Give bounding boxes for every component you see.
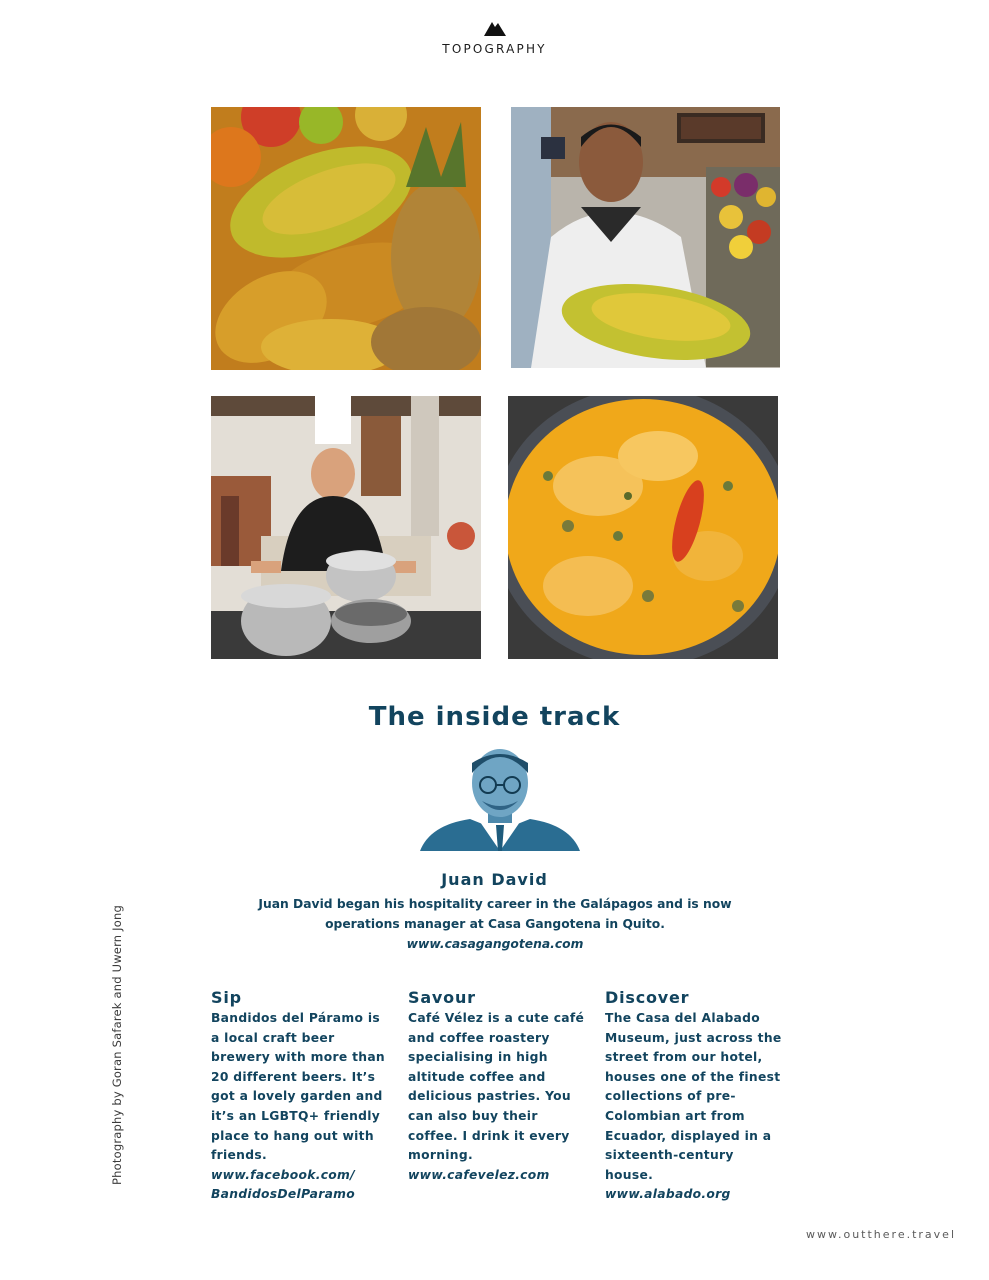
sip-text: Bandidos del Páramo is a local craft beer brewery with more than 20 different beers. It’s got a lovely garden and it’s an LGBTQ+ friendly place to hang out with friends. xyxy=(211,1011,385,1163)
savour-body xyxy=(408,1009,586,1185)
savour-heading: Savour xyxy=(408,988,476,1007)
discover-link[interactable]: www.alabado.org xyxy=(605,1187,731,1202)
chef-with-papaya-photo xyxy=(511,107,780,368)
savour-column xyxy=(408,988,586,1185)
seafood-stew-photo xyxy=(508,396,778,659)
discover-text: The Casa del Alabado Museum, just across the street from our hotel, houses one of the finest collections of pre-Colombian art from Ecuador, displayed in a sixteenth-century house. xyxy=(605,1011,782,1182)
discover-heading: Discover xyxy=(605,988,690,1007)
bio-link[interactable]: www.casagangotena.com xyxy=(406,937,584,951)
bio-text: Juan David began his hospitality career in the Galápagos and is now operations manager at Casa Gangotena in Quito. xyxy=(258,897,732,931)
sip-link[interactable]: www.facebook.com/ BandidosDelParamo xyxy=(211,1167,356,1202)
mountain-logo-icon xyxy=(484,20,506,36)
sip-heading: Sip xyxy=(211,988,242,1007)
sip-body xyxy=(211,1009,389,1205)
savour-text: Café Vélez is a cute café and coffee roastery specialising in high altitude coffee and delicious pastries. You can also buy their coffee. I drink it every morning. xyxy=(408,1011,585,1163)
person-name: Juan David xyxy=(441,870,548,889)
page-header xyxy=(0,20,989,56)
feature-title: The inside track xyxy=(368,702,621,732)
person-bio xyxy=(240,894,750,954)
sip-column xyxy=(211,988,389,1205)
savour-link[interactable]: www.cafevelez.com xyxy=(408,1167,550,1182)
papaya-and-pineapple-photo xyxy=(211,107,481,370)
juan-david-portrait xyxy=(420,745,580,851)
brand-label: TOPOGRAPHY xyxy=(442,42,547,56)
photo-credit-text: Photography by Goran Safarek and Uwern Jong xyxy=(110,905,124,1185)
discover-column xyxy=(605,988,783,1205)
chef-in-kitchen-photo xyxy=(211,396,481,659)
discover-body xyxy=(605,1009,783,1205)
footer-url[interactable]: www.outthere.travel xyxy=(806,1228,956,1241)
